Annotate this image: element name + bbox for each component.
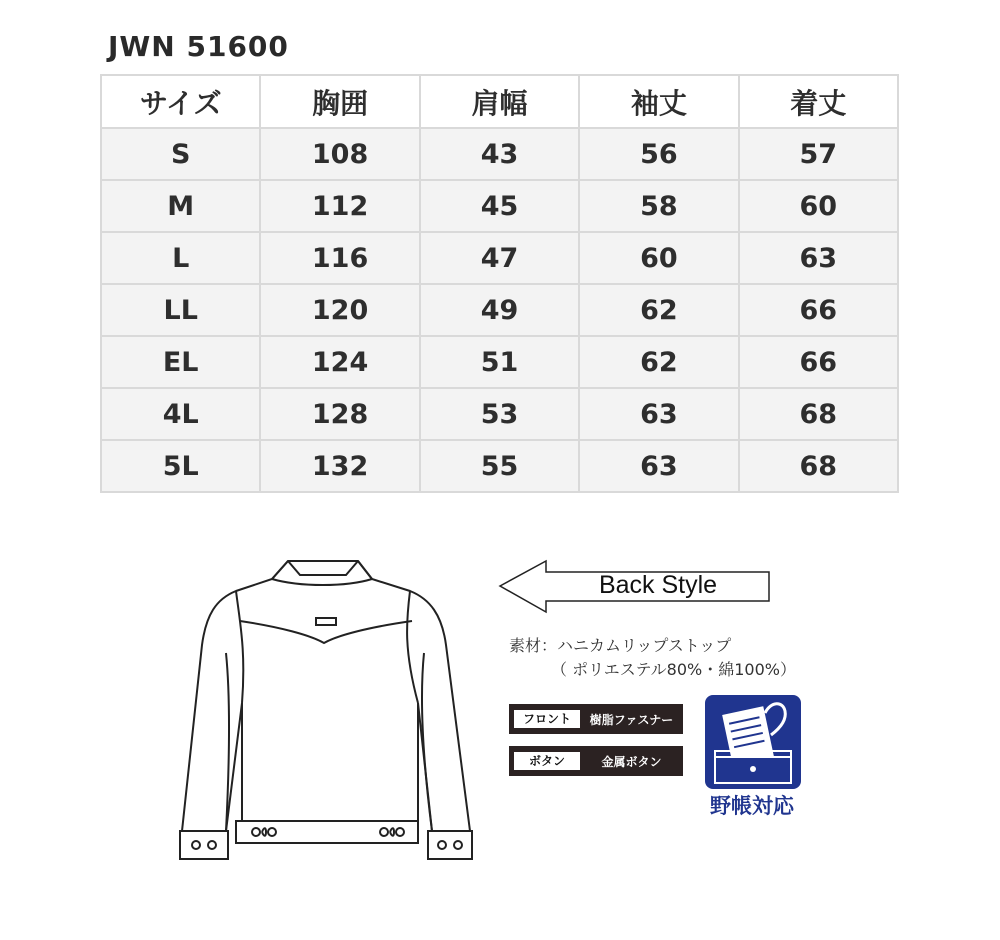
cell-chest: 108 xyxy=(260,128,419,180)
col-header-size: サイズ xyxy=(101,75,260,128)
button-spec-value: 金属ボタン xyxy=(601,754,662,769)
table-row xyxy=(101,128,898,180)
table-row xyxy=(101,284,898,336)
col-header-sleeve: 袖丈 xyxy=(579,75,738,128)
material-line: 素材：ハニカムリップストップ xyxy=(509,636,732,655)
cell-shoulder: 45 xyxy=(420,180,579,232)
button-spec xyxy=(509,746,683,776)
back-style-label: Back Style xyxy=(598,571,718,599)
table-row xyxy=(101,336,898,388)
cell-shoulder: 55 xyxy=(420,440,579,492)
cell-sleeve: 62 xyxy=(579,284,738,336)
cell-sleeve: 56 xyxy=(579,128,738,180)
cell-size: EL xyxy=(101,336,260,388)
cell-chest: 112 xyxy=(260,180,419,232)
cell-shoulder: 43 xyxy=(420,128,579,180)
table-row xyxy=(101,440,898,492)
field-notebook-label: 野帳対応 xyxy=(710,794,794,818)
col-header-chest: 胸囲 xyxy=(260,75,419,128)
cell-sleeve: 62 xyxy=(579,336,738,388)
button-spec-key: ボタン xyxy=(514,752,580,770)
cell-chest: 132 xyxy=(260,440,419,492)
col-header-length: 着丈 xyxy=(739,75,898,128)
material-info xyxy=(509,634,796,682)
front-spec-value: 樹脂ファスナー xyxy=(589,712,674,727)
cell-chest: 116 xyxy=(260,232,419,284)
cell-size: 4L xyxy=(101,388,260,440)
cell-length: 68 xyxy=(739,440,898,492)
cell-chest: 120 xyxy=(260,284,419,336)
cell-length: 57 xyxy=(739,128,898,180)
cell-size: LL xyxy=(101,284,260,336)
cell-chest: 124 xyxy=(260,336,419,388)
cell-sleeve: 63 xyxy=(579,440,738,492)
table-header-row xyxy=(101,75,898,128)
field-notebook-icon xyxy=(705,695,801,789)
cell-size: S xyxy=(101,128,260,180)
model-number: JWN 51600 xyxy=(108,30,289,63)
cell-length: 66 xyxy=(739,284,898,336)
cell-sleeve: 60 xyxy=(579,232,738,284)
cell-length: 66 xyxy=(739,336,898,388)
material-composition: （ ポリエステル80%・綿100%） xyxy=(551,660,796,679)
cell-shoulder: 53 xyxy=(420,388,579,440)
table-row xyxy=(101,180,898,232)
cell-shoulder: 49 xyxy=(420,284,579,336)
table-row xyxy=(101,232,898,284)
cell-length: 60 xyxy=(739,180,898,232)
cell-size: L xyxy=(101,232,260,284)
cell-length: 63 xyxy=(739,232,898,284)
cell-shoulder: 47 xyxy=(420,232,579,284)
cell-sleeve: 58 xyxy=(579,180,738,232)
front-spec xyxy=(509,704,683,734)
cell-shoulder: 51 xyxy=(420,336,579,388)
front-spec-key: フロント xyxy=(514,710,580,728)
cell-size: 5L xyxy=(101,440,260,492)
col-header-shoulder: 肩幅 xyxy=(420,75,579,128)
size-table xyxy=(100,74,899,493)
table-row xyxy=(101,388,898,440)
cell-length: 68 xyxy=(739,388,898,440)
cell-chest: 128 xyxy=(260,388,419,440)
cell-sleeve: 63 xyxy=(579,388,738,440)
jacket-back-illustration xyxy=(160,553,480,869)
cell-size: M xyxy=(101,180,260,232)
